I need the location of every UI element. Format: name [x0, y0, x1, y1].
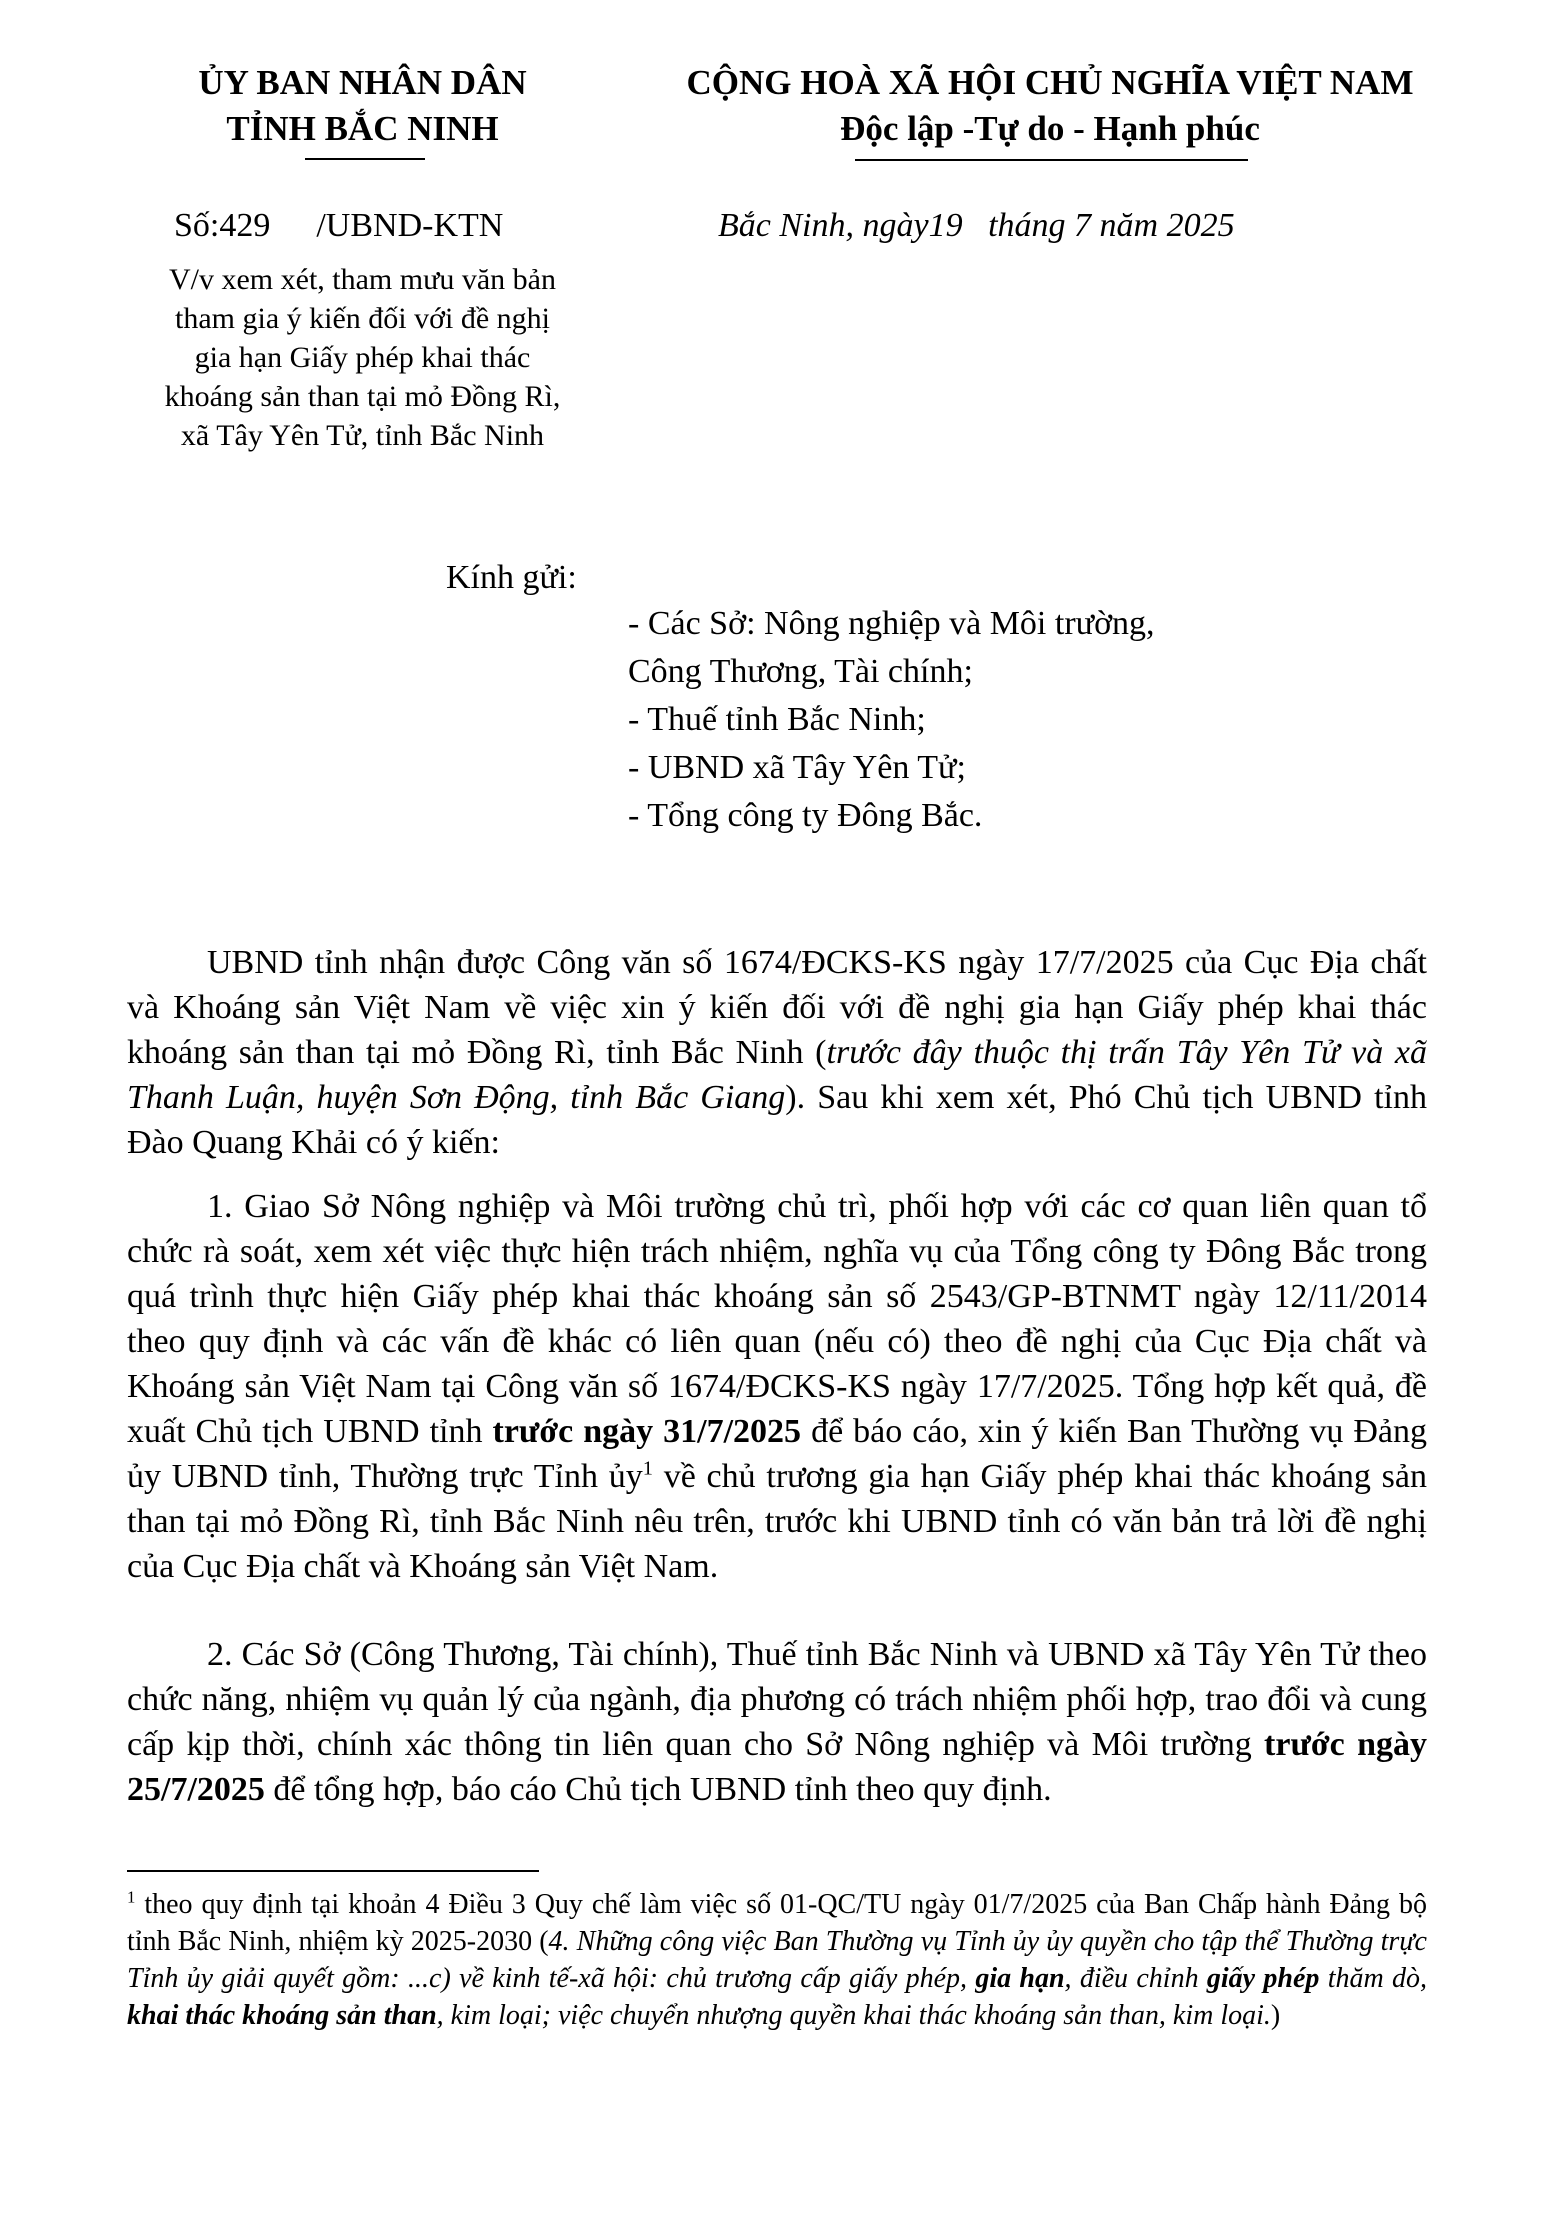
agency-name-line2: TỈNH BẮC NINH	[226, 109, 499, 148]
intro-text: UBND tỉnh nhận được Công văn số 1674/ĐCKS-KS ngày 17/7/2025 của Cục Địa chất và Khoáng sản Việt Nam về việc xin ý kiến đối với đề nghị gia hạn Giấy phép khai thác khoáng sản than tại mỏ Đồng Rì, tỉnh Bắc Ninh (	[127, 944, 1427, 1071]
nation-name: CỘNG HOÀ XÃ HỘI CHỦ NGHĨA VIỆT NAM	[686, 63, 1414, 102]
motto-underline	[855, 159, 1248, 161]
place-and-date: Bắc Ninh, ngày19 tháng 7 năm 2025	[718, 207, 1235, 244]
footnote-reference: 1	[642, 1457, 653, 1480]
recipient-item: - UBND xã Tây Yên Tử;	[628, 749, 966, 786]
recipient-item: - Các Sở: Nông nghiệp và Môi trường,	[628, 605, 1155, 642]
recipients-label: Kính gửi:	[446, 559, 577, 596]
recipients-list	[628, 600, 1155, 840]
subject-line: tham gia ý kiến đối với đề nghị	[175, 302, 550, 335]
footnote-quote: thăm dò,	[1319, 1963, 1427, 1994]
item-1-deadline: trước ngày 31/7/2025	[492, 1413, 802, 1450]
recipient-item: - Thuế tỉnh Bắc Ninh;	[628, 701, 926, 738]
footnote	[127, 1886, 1427, 2034]
footnote-quote: , điều chỉnh	[1064, 1963, 1207, 1994]
document-number-suffix: /UBND-KTN	[316, 207, 504, 244]
subject-line: V/v xem xét, tham mưu văn bản	[168, 263, 556, 296]
document-number-prefix: Số:429	[174, 207, 271, 244]
item-1-text: 1. Giao Sở Nông nghiệp và Môi trường chủ trì, phối hợp với các cơ quan liên quan tổ chức rà soát, xem xét việc thực hiện trách nhiệm, nghĩa vụ của Tổng công ty Đông Bắc trong quá trình thực hiện Giấy phép khai thác khoáng sản số 2543/GP-BTNMT ngày 12/11/2014 theo quy định và các vấn đề khác có liên quan (nếu có) theo đề nghị của Cục Địa chất và Khoáng sản Việt Nam tại Công văn số 1674/ĐCKS-KS ngày 17/7/2025. Tổng hợp kết quả, đề xuất Chủ tịch UBND tỉnh	[127, 1188, 1427, 1450]
footnote-emphasis: khai thác khoáng sản than	[127, 2000, 437, 2031]
footnote-quote: , kim loại; việc chuyển nhượng quyền khai thác khoáng sản than, kim loại.	[436, 2000, 1271, 2031]
item-1-paragraph	[127, 1184, 1427, 1589]
intro-paragraph	[127, 940, 1427, 1165]
item-1-text-end: về chủ trương gia hạn Giấy phép khai thác khoáng sản than tại mỏ Đồng Rì, tỉnh Bắc Ninh nêu trên, trước khi UBND tỉnh có văn bản trả lời đề nghị của Cục Địa chất và Khoáng sản Việt Nam.	[127, 1458, 1428, 1585]
footnote-separator	[127, 1870, 539, 1872]
footnote-marker: 1	[127, 1887, 136, 1907]
recipient-item: - Tổng công ty Đông Bắc.	[628, 797, 983, 834]
subject-line: xã Tây Yên Tử, tỉnh Bắc Ninh	[180, 419, 545, 452]
document-subject	[125, 260, 600, 455]
footnote-emphasis: giấy phép	[1206, 1963, 1320, 1994]
item-2-text: 2. Các Sở (Công Thương, Tài chính), Thuế tỉnh Bắc Ninh và UBND xã Tây Yên Tử theo chức năng, nhiệm vụ quản lý của ngành, địa phương có trách nhiệm phối hợp, trao đổi và cung cấp kịp thời, chính xác thông tin liên quan cho Sở Nông nghiệp và Môi trường	[127, 1636, 1427, 1763]
footnote-emphasis: gia hạn	[975, 1963, 1065, 1994]
intro-text-end: ). Sau khi xem xét, Phó Chủ tịch UBND tỉnh Đào Quang Khải có ý kiến:	[127, 1079, 1427, 1161]
nation-motto: Độc lập -Tự do - Hạnh phúc	[840, 109, 1260, 148]
subject-line: gia hạn Giấy phép khai thác	[194, 341, 531, 374]
item-2-text-end: để tổng hợp, báo cáo Chủ tịch UBND tỉnh theo quy định.	[264, 1771, 1052, 1808]
item-2-paragraph	[127, 1632, 1427, 1812]
agency-name-line1: ỦY BAN NHÂN DÂN	[198, 63, 527, 102]
intro-former-location: trước đây thuộc thị trấn Tây Yên Tử và xã Thanh Luận, huyện Sơn Động, tỉnh Bắc Giang	[127, 1034, 1427, 1116]
footnote-quote: 4. Những công việc Ban Thường vụ Tỉnh ủy ủy quyền cho tập thể Thường trực Tỉnh ủy giải quyết gồm: ...c) về kinh tế-xã hội: chủ trương cấp giấy phép,	[127, 1926, 1427, 1994]
item-2-deadline: trước ngày 25/7/2025	[127, 1726, 1427, 1808]
subject-line: khoáng sản than tại mỏ Đồng Rì,	[164, 380, 561, 413]
document-number	[174, 203, 503, 248]
recipient-item: Công Thương, Tài chính;	[628, 653, 973, 690]
agency-underline	[305, 158, 425, 160]
footnote-text-end: )	[1270, 2000, 1281, 2031]
footnote-text: theo quy định tại khoản 4 Điều 3 Quy chế làm việc số 01-QC/TU ngày 01/7/2025 của Ban Chấp hành Đảng bộ tỉnh Bắc Ninh, nhiệm kỳ 2025-2030 (	[127, 1889, 1427, 1957]
item-1-text-mid: để báo cáo, xin ý kiến Ban Thường vụ Đảng ủy UBND tỉnh, Thường trực Tỉnh ủy	[127, 1413, 1427, 1495]
